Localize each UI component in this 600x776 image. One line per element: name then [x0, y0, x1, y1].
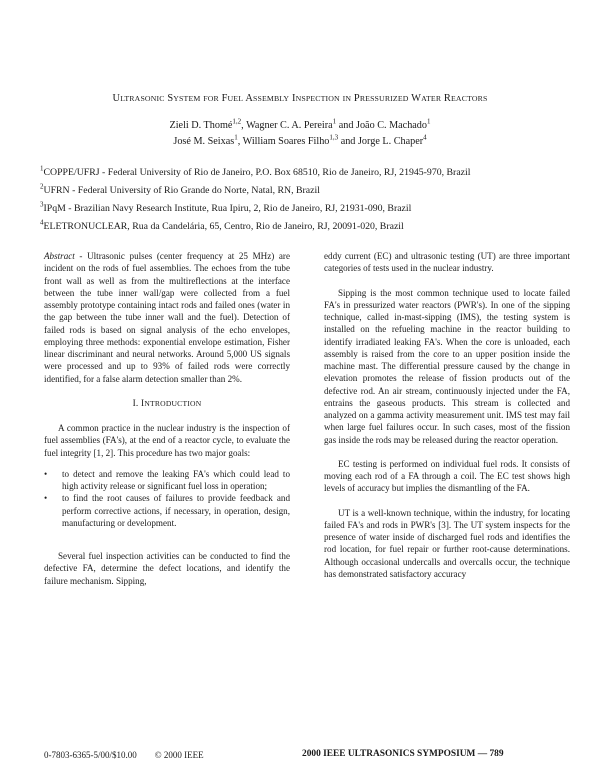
title-word: FUEL — [221, 93, 244, 104]
affiliation-2: $^2$UFRN - Federal University of Rio Grande do Norte, Natal, RN, Brazil — [40, 182, 320, 196]
intro-paragraph-1: A common practice in the nuclear industry is the inspection of fuel assemblies (FA's), at the end of a reactor cycle, to evaluate the fuel integrity [1, 2]. This procedure has two major goals: — [44, 423, 290, 458]
list-item: • to find the root causes of failures to provide feedback and perform corrective actions, if necessary, in operation, design, manufacturing or development. — [44, 493, 290, 528]
title-word: REACTORS — [443, 93, 488, 104]
author-line-1: Zieli D. Thomé$^{1,2}$, Wagner C. A. Pereira$^1$ and João C. Machado$^1$ — [169, 117, 431, 131]
section-heading-introduction: I. INTRODUCTION — [132, 398, 202, 409]
bullet-icon: • — [44, 493, 48, 504]
paper-title — [0, 93, 600, 104]
author-name: Wagner C. A. Pereira — [246, 120, 333, 131]
title-word: WATER — [411, 93, 442, 104]
author-affiliation-mark: 1,2 — [232, 117, 242, 126]
right-column — [324, 250, 570, 580]
list-item: • to detect and remove the leaking FA's which could lead to high activity release or significant fuel loss in operation; — [44, 468, 290, 491]
author-affiliation-mark: 1 — [332, 117, 337, 126]
footer-copyright — [44, 750, 204, 760]
footer-code: 0-7803-6365-5/00/$10.00 — [44, 750, 137, 760]
footer-ieee: © 2000 IEEE — [154, 750, 204, 760]
right-paragraph-ut: UT is a well-known technique, within the industry, for locating failed FA's and rods in PWR's [3]. The UT system inspects for the presence of water inside of discharged fuel rods and identifies the rod location, for fuel repair or further root-cause determinations. Although occasional undercalls and overcalls occur, the technique has demonstrated satisfactory accuracy — [324, 507, 570, 579]
left-column — [44, 250, 290, 587]
title-word: ASSEMBLY — [245, 93, 290, 104]
title-word: INSPECTION — [291, 93, 340, 104]
goals-list — [44, 468, 290, 529]
abstract — [44, 250, 290, 385]
right-paragraph-sipping: Sipping is the most common technique used to locate failed FA's in pressurized water reactors (PWR's). In one of the sipping technique, called in-mast-sipping (IMS), the testing system is installed on the refueling machine in the reactor building to identify irradiated leaking FA's. When the core is unloaded, each assembly is raised from the core to an upper position inside the machine mast. The differential pressure caused by the change in elevation promotes the release of fission products out of the defective rod. An air stream, continuously injected under the FA, entrains the gaseous products. This stream is collected and analyzed on a gamma activity measurement unit. IMS test may fail when large fuel failures occur. In such cases, most of the fission gas inside the rods may be released during the reactor operation. — [324, 287, 570, 445]
author-affiliation-mark: 1 — [427, 117, 431, 126]
title-word: PRESSURIZED — [353, 93, 409, 104]
intro-paragraph-2: Several fuel inspection activities can be conducted to find the defective FA, determine the defect locations, and identify the failure mechanism. Sipping, — [44, 551, 290, 586]
affiliation-4: $^4$ELETRONUCLEAR, Rua da Candelária, 65, Centro, Rio de Janeiro, RJ, 20091-020, Brazil — [40, 218, 404, 232]
right-paragraph-1: eddy current (EC) and ultrasonic testing (UT) are three important categories of tests used in the nuclear industry. — [324, 251, 570, 274]
author-name: William Soares Filho — [242, 136, 330, 147]
footer-symposium: 2000 IEEE ULTRASONICS SYMPOSIUM — 789 — [302, 749, 504, 759]
affiliation-1: $^1$COPPE/UFRJ - Federal University of Rio de Janeiro, P.O. Box 68510, Rio de Janeiro, RJ, 21945-970, Brazil — [40, 164, 471, 178]
author-line-2: José M. Seixas$^1$, William Soares Filho$^{1,3}$ and Jorge L. Chaper$^4$ — [173, 133, 427, 147]
author-affiliation-mark: 4 — [423, 133, 427, 142]
author-name: Jorge L. Chaper — [357, 136, 424, 147]
affiliation-3: $^3$IPqM - Brazilian Navy Research Institute, Rua Ipiru, 2, Rio de Janeiro, RJ, 21931-090, Brazil — [40, 200, 412, 214]
author-name: João C. Machado — [355, 120, 427, 131]
title-word: FOR — [203, 94, 219, 103]
author-affiliation-mark: 1,3 — [329, 133, 339, 142]
title-word: ULTRASONIC — [112, 93, 165, 104]
title-word: SYSTEM — [167, 93, 201, 104]
right-paragraph-ec: EC testing is performed on individual fuel rods. It consists of moving each rod of a FA through a coil. The EC test shows high levels of accuracy but implies the dismantling of the FA. — [324, 458, 570, 494]
author-name: Zieli D. Thomé — [169, 120, 233, 131]
bullet-icon: • — [44, 468, 48, 479]
author-name: José M. Seixas — [173, 136, 235, 147]
title-word: IN — [342, 94, 352, 103]
abstract-label: Abstract — [44, 251, 75, 261]
author-affiliation-mark: 1 — [234, 133, 238, 142]
abstract-text: - Ultrasonic pulses (center frequency at 25 MHz) are incident on the rods of fuel assemblies. The echoes from the tube front wall as well as from the multireflections at the interface between the tube inner wall/gap were collected from a fuel assembly prototype containing intact rods and failed ones (water in the gap between the tube inner wall and the fuel). Detection of failed rods is based on signal analysis of the echo envelopes, employing three methods: exponential envelope estimation, Fisher linear discriminant and neural networks. Around 5,000 US signals were processed and up to 93% of failed rods were correctly identified, for a false alarm detection smaller than 2%. — [44, 251, 290, 384]
